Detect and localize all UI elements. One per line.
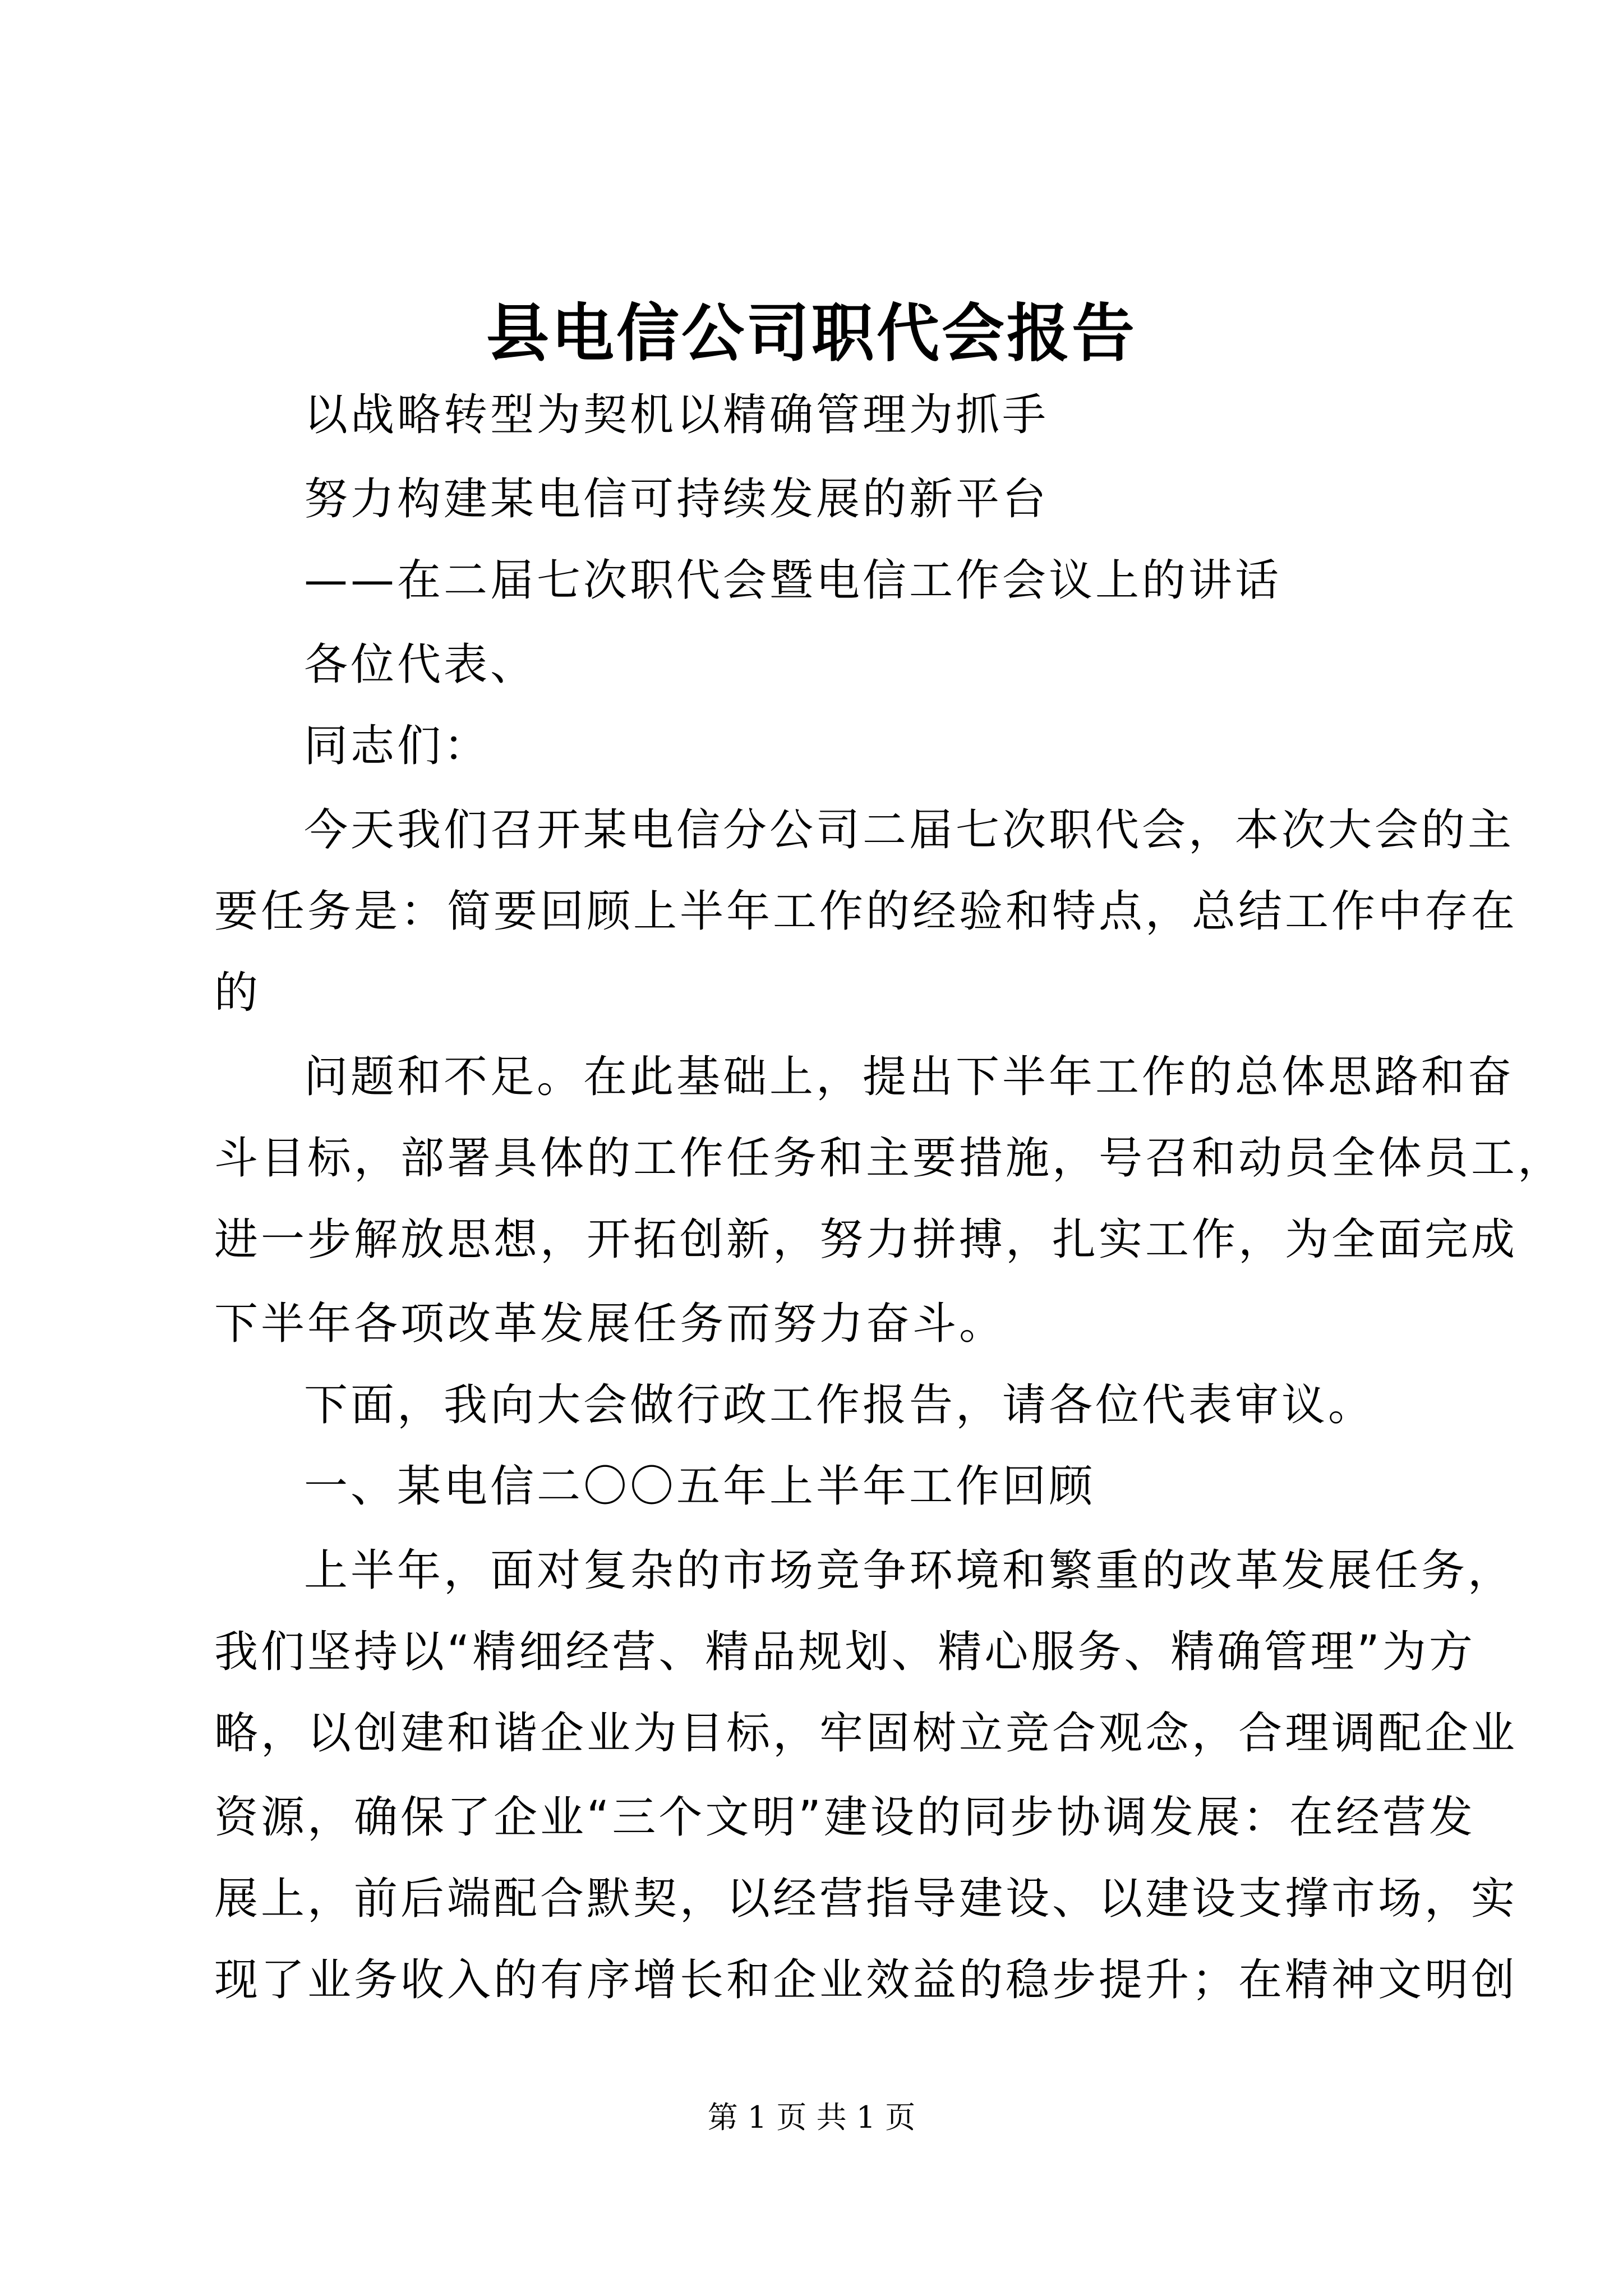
paragraph-line: 的: [214, 968, 261, 1018]
section-heading: 一、某电信二〇〇五年上半年工作回顾: [304, 1461, 1096, 1512]
paragraph-line: 资源，确保了企业“三个文明”建设的同步协调发展：在经营发: [214, 1792, 1476, 1843]
document-title: 县电信公司职代会报告: [486, 297, 1137, 370]
paragraph-line: 要任务是：简要回顾上半年工作的经验和特点，总结工作中存在: [214, 886, 1518, 937]
paragraph-line: 下面，我向大会做行政工作报告，请各位代表审议。: [304, 1380, 1375, 1430]
paragraph-line: 我们坚持以“精细经营、精品规划、精心服务、精确管理”为方: [214, 1627, 1476, 1677]
subtitle-line-3: ——在二届七次职代会暨电信工作会议上的讲话: [304, 555, 1282, 606]
paragraph-line: 下半年各项改革发展任务而努力奋斗。: [214, 1299, 1006, 1349]
paragraph-line: 略，以创建和谐企业为目标，牢固树立竞合观念，合理调配企业: [214, 1708, 1518, 1759]
salutation-line-1: 各位代表、: [304, 639, 537, 690]
subtitle-line-2: 努力构建某电信可持续发展的新平台: [304, 474, 1049, 524]
paragraph-line: 进一步解放思想，开拓创新，努力拼搏，扎实工作，为全面完成: [214, 1214, 1518, 1265]
paragraph-line: 现了业务收入的有序增长和企业效益的稳步提升；在精神文明创: [214, 1955, 1518, 2005]
salutation-line-2: 同志们：: [304, 721, 491, 771]
paragraph-line: 问题和不足。在此基础上，提出下半年工作的总体思路和奋: [304, 1052, 1515, 1102]
paragraph-line: 展上，前后端配合默契，以经营指导建设、以建设支撑市场，实: [214, 1874, 1518, 1924]
paragraph-line: 上半年，面对复杂的市场竞争环境和繁重的改革发展任务，: [304, 1545, 1515, 1596]
page-footer: 第 1 页 共 1 页: [707, 2100, 916, 2135]
subtitle-line-1: 以战略转型为契机以精确管理为抓手: [304, 390, 1049, 440]
paragraph-line: 今天我们召开某电信分公司二届七次职代会，本次大会的主: [304, 805, 1515, 855]
paragraph-line: 斗目标，部署具体的工作任务和主要措施，号召和动员全体员工，: [214, 1133, 1565, 1184]
